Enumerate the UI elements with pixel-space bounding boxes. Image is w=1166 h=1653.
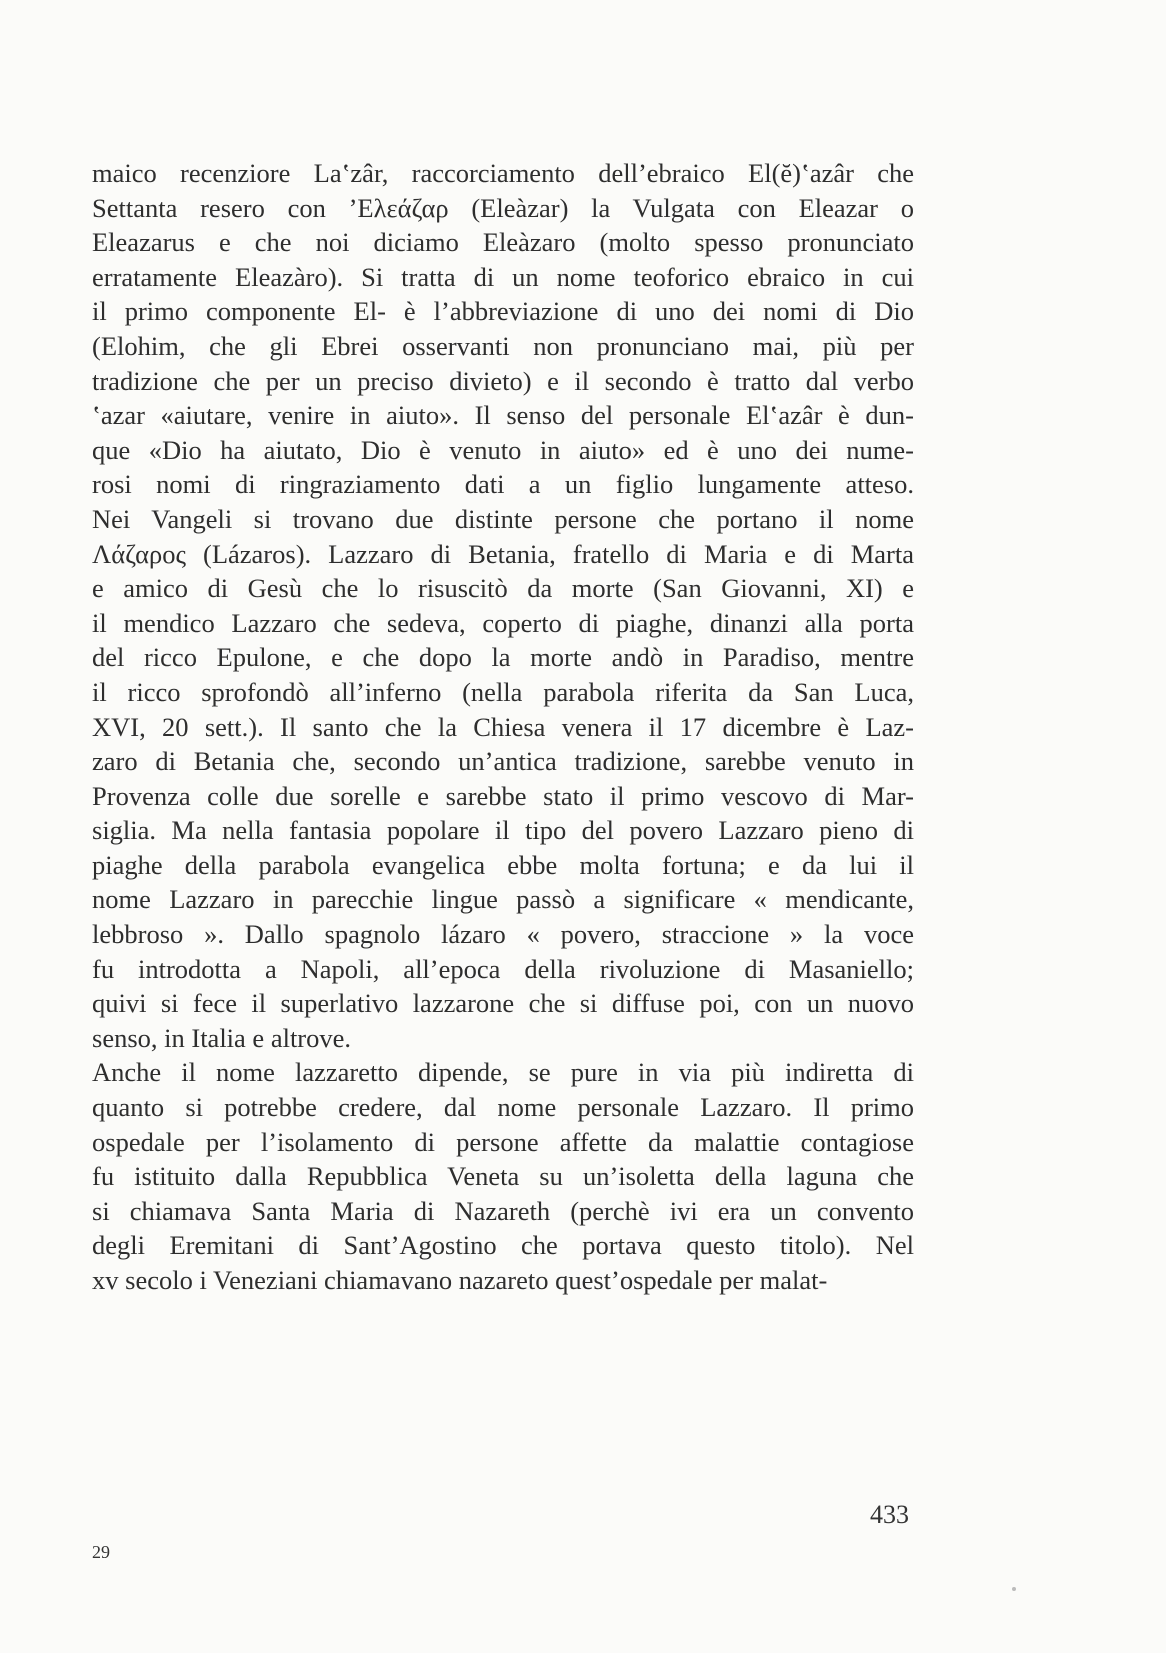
text-line: fu introdotta a Napoli, all’epoca della rivoluzione di Masaniello; [92,953,914,984]
text-line: siglia. Ma nella fantasia popolare il tipo del povero Lazzaro pieno di [92,815,914,846]
text-line: degli Eremitani di Sant’Agostino che portava questo titolo). Nel [92,1230,914,1261]
text-line: fu istituito dalla Repubblica Veneta su un’isoletta della laguna che [92,1161,914,1192]
text-line: del ricco Epulone, e che dopo la morte andò in Paradiso, mentre [92,642,914,673]
text-line: quivi si fece il superlativo lazzarone che si diffuse poi, con un nuovo [92,988,914,1019]
text-line: Settanta resero con ’Ελεάζαρ (Eleàzar) la Vulgata con Eleazar o [92,192,914,223]
signature-mark: 29 [92,1542,110,1562]
text-line: ‛azar «aiutare, venire in aiuto». Il senso del personale El‛azâr è dun- [92,400,914,431]
body-text [92,156,914,1298]
text-line: XVI, 20 sett.). Il santo che la Chiesa venera il 17 dicembre è Laz- [92,711,914,742]
text-line: rosi nomi di ringraziamento dati a un figlio lungamente atteso. [92,469,914,500]
text-line: si chiamava Santa Maria di Nazareth (perchè ivi era un convento [92,1195,914,1226]
text-line: que «Dio ha aiutato, Dio è venuto in aiuto» ed è uno dei nume- [92,434,914,465]
text-line: Provenza colle due sorelle e sarebbe stato il primo vescovo di Mar- [92,780,914,811]
text-line: ospedale per l’isolamento di persone affette da malattie contagiose [92,1126,914,1157]
text-line: senso, in Italia e altrove. [92,1022,352,1053]
text-line: il mendico Lazzaro che sedeva, coperto di piaghe, dinanzi alla porta [92,607,914,638]
text-line: il primo componente El- è l’abbreviazione di uno dei nomi di Dio [92,296,914,327]
text-line: e amico di Gesù che lo risuscitò da morte (San Giovanni, XI) e [92,573,914,604]
paragraph-2 [92,1055,914,1297]
text-line: Nei Vangeli si trovano due distinte persone che portano il nome [92,503,914,534]
text-line: piaghe della parabola evangelica ebbe molta fortuna; e da lui il [92,849,914,880]
text-line: nome Lazzaro in parecchie lingue passò a significare « mendicante, [92,884,914,915]
text-line: Eleazarus e che noi diciamo Eleàzaro (molto spesso pronunciato [92,227,914,258]
text-line: il ricco sprofondò all’inferno (nella parabola riferita da San Luca, [92,676,914,707]
text-line: quanto si potrebbe credere, dal nome personale Lazzaro. Il primo [92,1092,914,1123]
text-line: tradizione che per un preciso divieto) e il secondo è tratto dal verbo [92,365,914,396]
paper-speck [1012,1587,1016,1591]
text-line: zaro di Betania che, secondo un’antica tradizione, sarebbe venuto in [92,746,914,777]
text-line: erratamente Eleazàro). Si tratta di un nome teoforico ebraico in cui [92,261,914,292]
text-line: Λάζαρος (Lázaros). Lazzaro di Betania, fratello di Maria e di Marta [92,538,914,569]
text-line: (Elohim, che gli Ebrei osservanti non pronunciano mai, più per [92,330,914,361]
text-line: Anche il nome lazzaretto dipende, se pure in via più indiretta di [92,1057,914,1088]
text-line: xv secolo i Veneziani chiamavano nazareto quest’ospedale per malat- [92,1265,828,1295]
text-line: lebbroso ». Dallo spagnolo lázaro « povero, straccione » la voce [92,919,914,950]
paragraph-1 [92,156,914,1055]
page-number: 433 [870,1500,909,1529]
text-line: maico recenziore La‛zâr, raccorciamento dell’ebraico El(ĕ)‛azâr che [92,158,914,188]
